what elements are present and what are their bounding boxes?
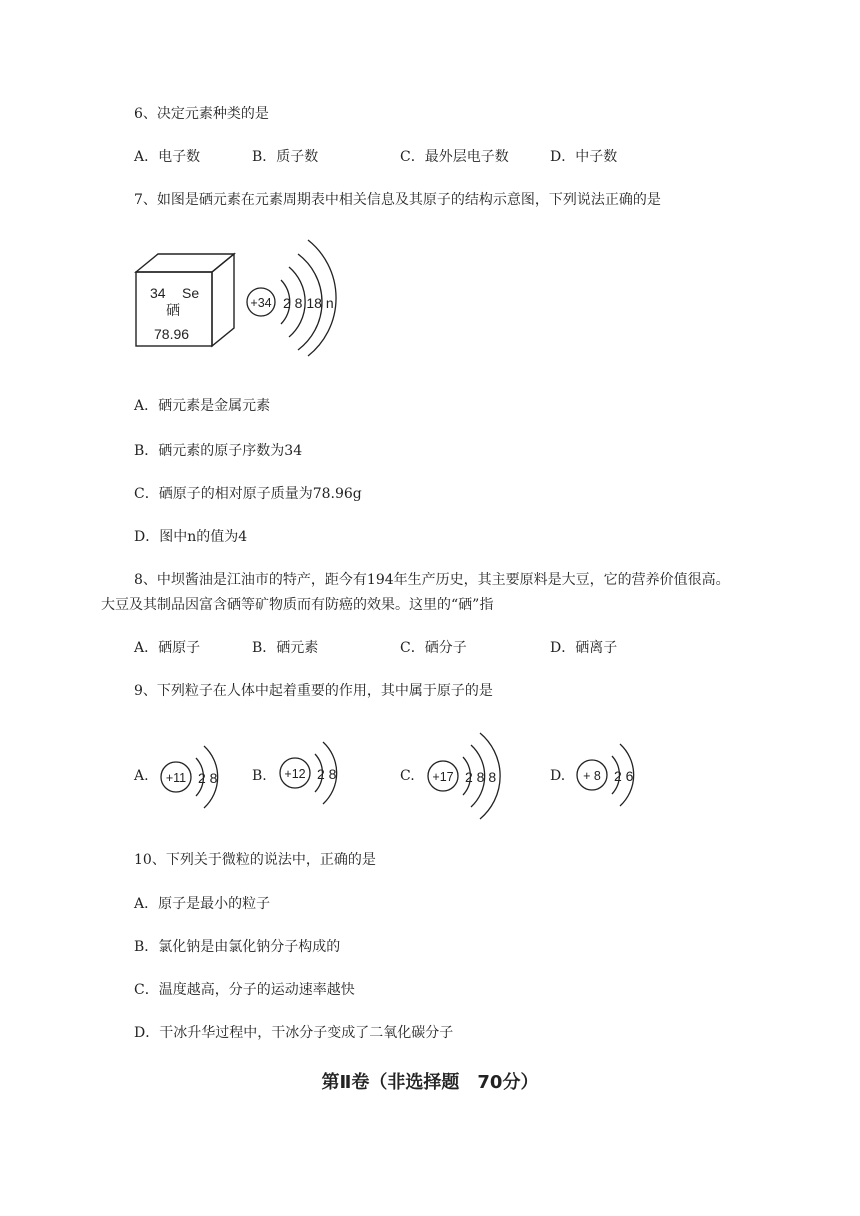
- q10-option-c: C．温度越高，分子的运动速率越快: [134, 982, 355, 998]
- q8-option-b: B．硒元素: [252, 640, 319, 656]
- element-symbol: Se: [182, 285, 200, 301]
- q9-option-c-diagram: [424, 730, 514, 822]
- q9-option-b-label: B.: [252, 768, 267, 784]
- q10-option-a: A．原子是最小的粒子: [134, 896, 271, 912]
- q6-stem: 6、决定元素种类的是: [134, 106, 269, 122]
- q7-option-c: C．硒原子的相对原子质量为78.96g: [134, 486, 362, 502]
- q6-option-c: C．最外层电子数: [400, 149, 509, 165]
- selenium-figure: [130, 232, 350, 357]
- q9-option-a-diagram: [156, 734, 226, 820]
- electron-shells: 2 6: [614, 768, 634, 784]
- q9-option-d-diagram: [574, 734, 644, 820]
- nucleus-charge: + 8: [583, 769, 601, 783]
- q9-option-c-label: C.: [400, 768, 415, 784]
- q9-option-d-label: D.: [550, 768, 566, 784]
- q7-stem: 7、如图是硒元素在元素周期表中相关信息及其原子的结构示意图，下列说法正确的是: [134, 192, 661, 208]
- q8-option-d: D．硒离子: [550, 640, 618, 656]
- electron-shells: 2 8 18 n: [283, 295, 334, 311]
- nucleus-charge: +11: [165, 771, 187, 785]
- electron-shells: 2 8: [317, 766, 337, 782]
- q8-stem-line2: 大豆及其制品因富含硒等矿物质而有防癌的效果。这里的“硒”指: [101, 597, 494, 613]
- q8-option-c: C．硒分子: [400, 640, 467, 656]
- element-name: 硒: [166, 302, 180, 318]
- q8-stem-line1: 8、中坝酱油是江油市的特产，距今有194年生产历史，其主要原料是大豆，它的营养价值很高。: [134, 572, 730, 588]
- q6-option-d: D．中子数: [550, 149, 618, 165]
- q9-stem: 9、下列粒子在人体中起着重要的作用，其中属于原子的是: [134, 683, 493, 699]
- q6-option-b: B．质子数: [252, 149, 319, 165]
- q10-stem: 10、下列关于微粒的说法中，正确的是: [134, 852, 376, 868]
- element-mass: 78.96: [154, 326, 190, 342]
- q8-option-a: A．硒原子: [134, 640, 201, 656]
- q7-option-a: A．硒元素是金属元素: [134, 398, 271, 414]
- section-title: 第Ⅱ卷（非选择题 70分）: [321, 1072, 539, 1093]
- nucleus-charge: +17: [432, 770, 454, 784]
- q6-option-a: A．电子数: [134, 149, 201, 165]
- q9-option-b-diagram: [276, 730, 346, 816]
- electron-shells: 2 8 8: [465, 769, 497, 785]
- nucleus-charge: +34: [250, 296, 272, 310]
- element-number: 34: [150, 285, 166, 301]
- q9-option-a-label: A.: [134, 768, 149, 784]
- q7-option-b: B．硒元素的原子序数为34: [134, 443, 303, 459]
- q10-option-d: D．干冰升华过程中，干冰分子变成了二氧化碳分子: [134, 1025, 454, 1041]
- electron-shells: 2 8: [198, 770, 218, 786]
- q10-option-b: B．氯化钠是由氯化钠分子构成的: [134, 939, 341, 955]
- q7-option-d: D．图中n的值为4: [134, 529, 248, 545]
- nucleus-charge: +12: [284, 767, 306, 781]
